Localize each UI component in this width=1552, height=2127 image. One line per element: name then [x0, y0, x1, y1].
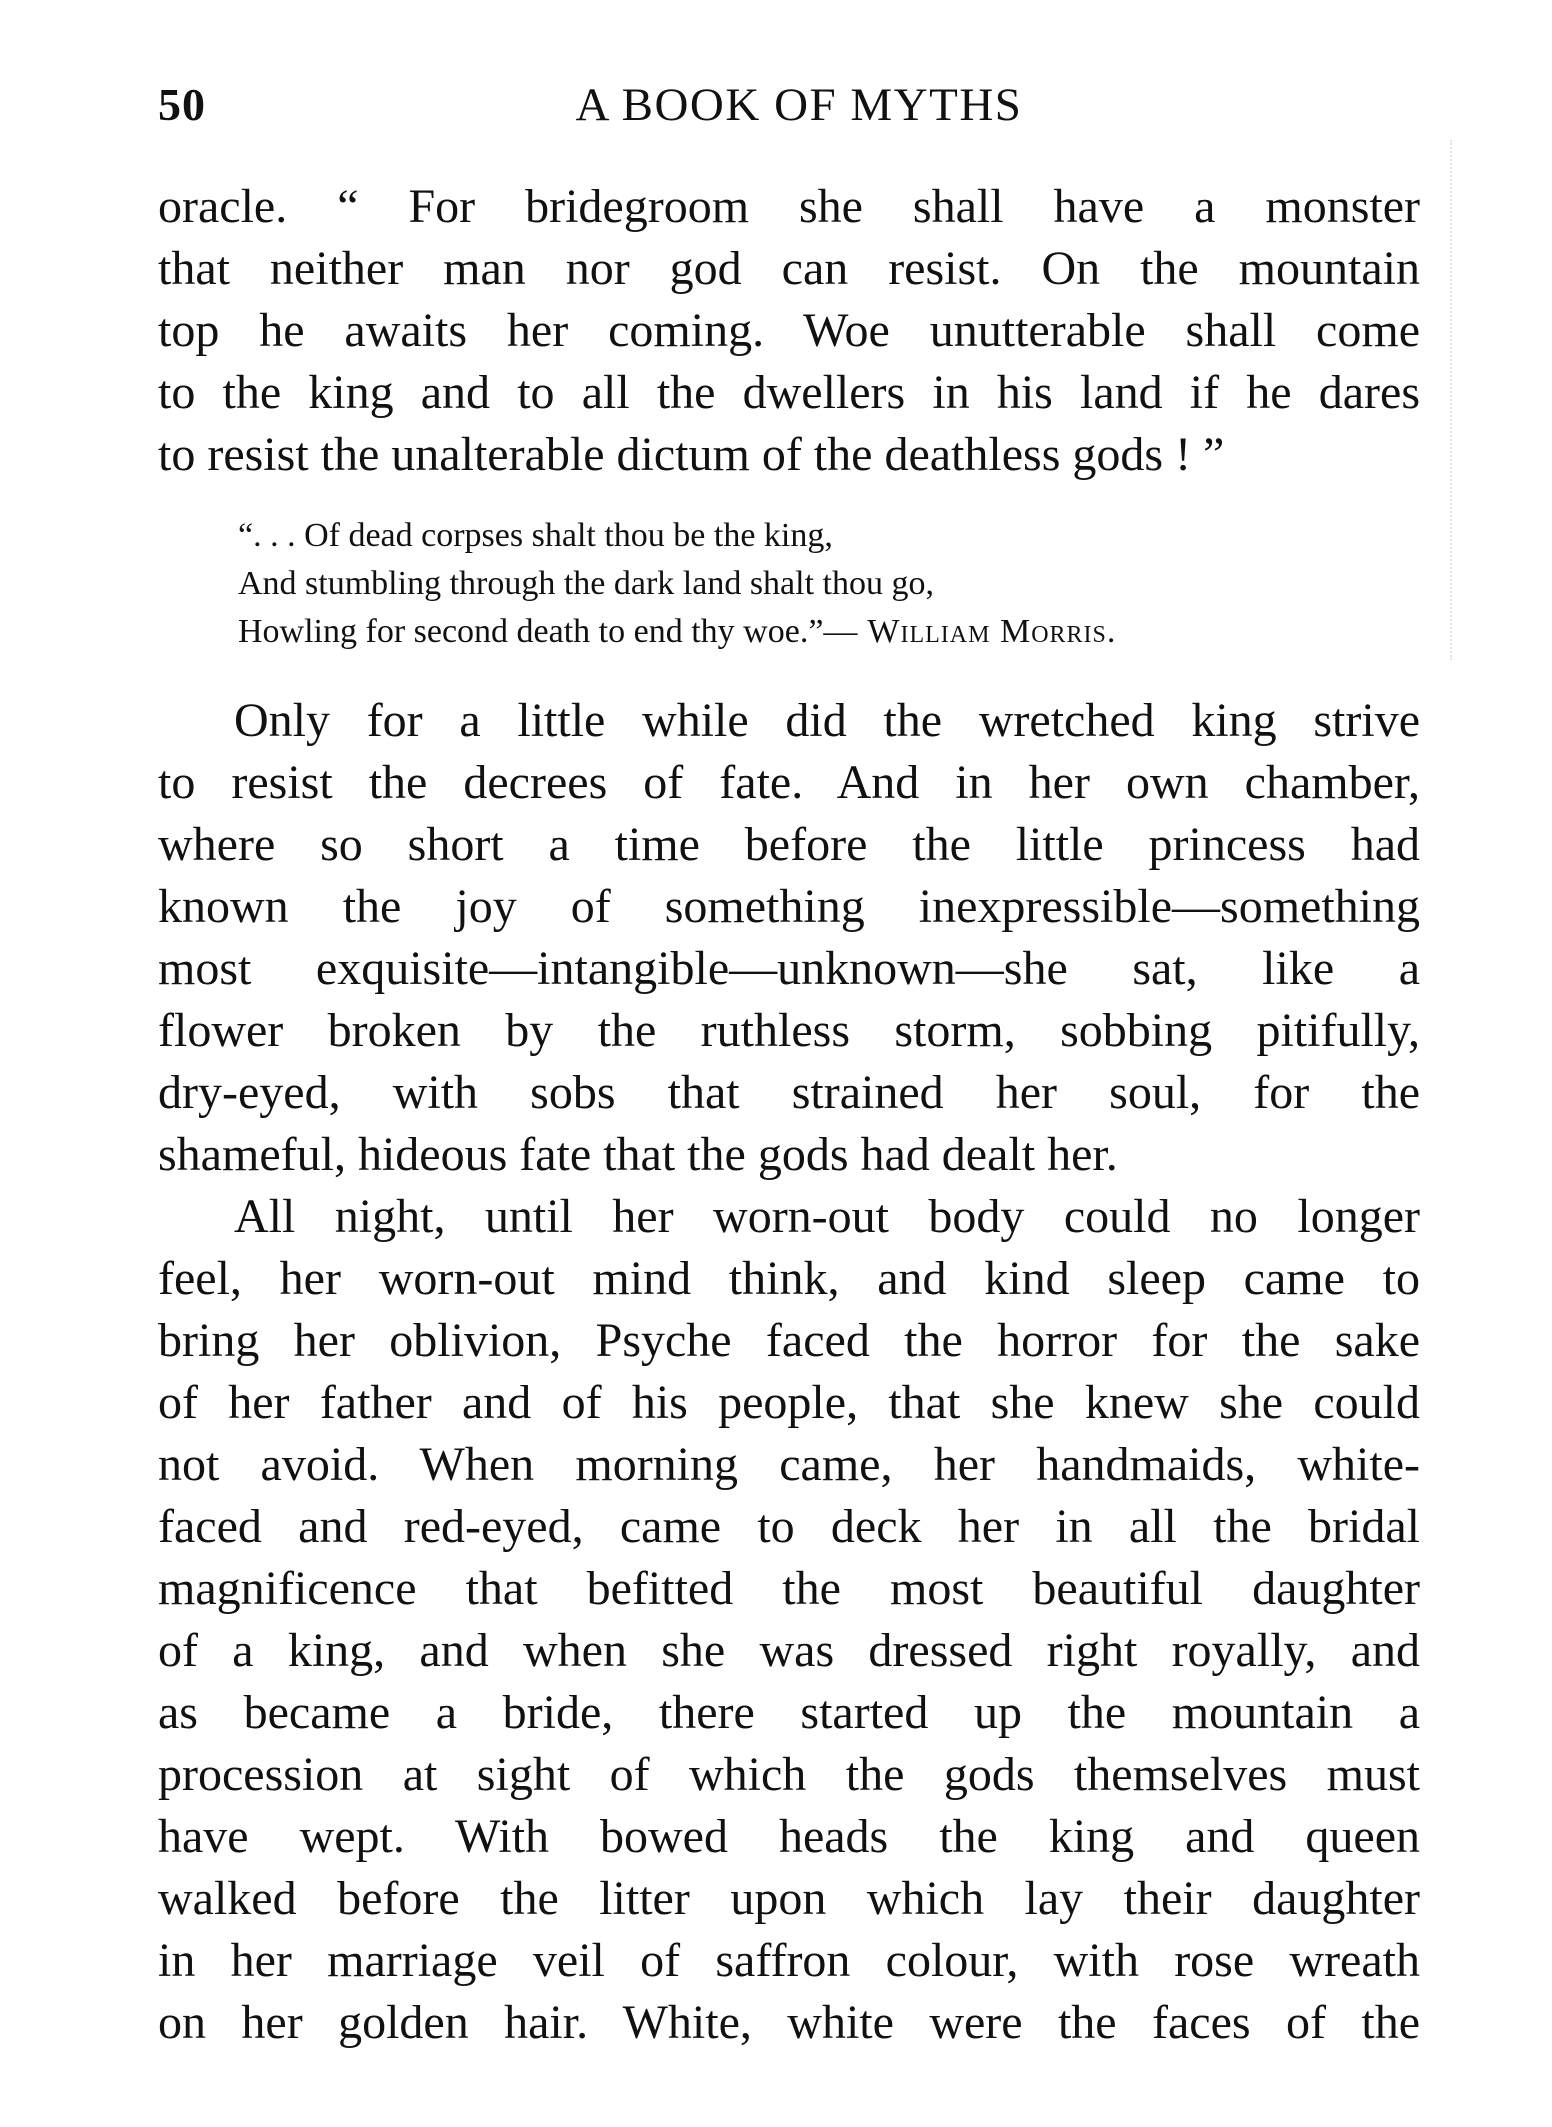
- text-line: bring her oblivion, Psyche faced the horror for the sake: [158, 1314, 1420, 1367]
- text-line: on her golden hair. White, white were the faces of the: [158, 1996, 1420, 2049]
- text-line: walked before the litter upon which lay their daughter: [158, 1872, 1420, 1925]
- book-title: A BOOK OF MYTHS: [575, 79, 1023, 131]
- verse-quotation: [238, 512, 1338, 656]
- paragraph-oracle: [158, 176, 1420, 486]
- text-line: shameful, hideous fate that the gods had dealt her.: [158, 1128, 1118, 1181]
- text-line: Only for a little while did the wretched king strive: [234, 694, 1420, 747]
- text-line: to resist the decrees of fate. And in her own chamber,: [158, 756, 1420, 809]
- text-line: faced and red-eyed, came to deck her in all the bridal: [158, 1500, 1420, 1553]
- text-line: oracle. “ For bridegroom she shall have a monster: [158, 180, 1420, 233]
- verse-line: And stumbling through the dark land shalt thou go,: [238, 565, 934, 602]
- text-line: as became a bride, there started up the mountain a: [158, 1686, 1420, 1739]
- text-line: top he awaits her coming. Woe unutterable shall come: [158, 304, 1420, 357]
- text-line: have wept. With bowed heads the king and queen: [158, 1810, 1420, 1863]
- text-line: procession at sight of which the gods themselves must: [158, 1748, 1420, 1801]
- text-line: that neither man nor god can resist. On the mountain: [158, 242, 1420, 295]
- text-line: All night, until her worn-out body could no longer: [234, 1190, 1420, 1243]
- text-line: flower broken by the ruthless storm, sobbing pitifully,: [158, 1004, 1420, 1057]
- text-line: dry-eyed, with sobs that strained her soul, for the: [158, 1066, 1420, 1119]
- verse-attribution: William Morris.: [867, 613, 1117, 650]
- text-line: feel, her worn-out mind think, and kind sleep came to: [158, 1252, 1420, 1305]
- text-line: in her marriage veil of saffron colour, with rose wreath: [158, 1934, 1420, 1987]
- verse-line-with-attribution: [238, 608, 1338, 656]
- text-line: not avoid. When morning came, her handmaids, white-: [158, 1438, 1420, 1491]
- text-line: of her father and of his people, that she knew she could: [158, 1376, 1420, 1429]
- verse-line-text: Howling for second death to end thy woe.”—: [238, 613, 858, 650]
- text-line: known the joy of something inexpressible—something: [158, 880, 1420, 933]
- verse-line: “. . . Of dead corpses shalt thou be the king,: [238, 517, 833, 554]
- running-head: [158, 78, 1420, 138]
- paragraphs-main: [158, 690, 1420, 2054]
- text-line: where so short a time before the little princess had: [158, 818, 1420, 871]
- page-number: 50: [158, 79, 206, 130]
- text-line: to the king and to all the dwellers in his land if he dares: [158, 366, 1420, 419]
- scan-margin-noise: [1442, 140, 1452, 660]
- text-line: to resist the unalterable dictum of the deathless gods ! ”: [158, 428, 1225, 481]
- text-line: of a king, and when she was dressed right royally, and: [158, 1624, 1420, 1677]
- text-line: most exquisite—intangible—unknown—she sat, like a: [158, 942, 1420, 995]
- text-line: magnificence that befitted the most beautiful daughter: [158, 1562, 1420, 1615]
